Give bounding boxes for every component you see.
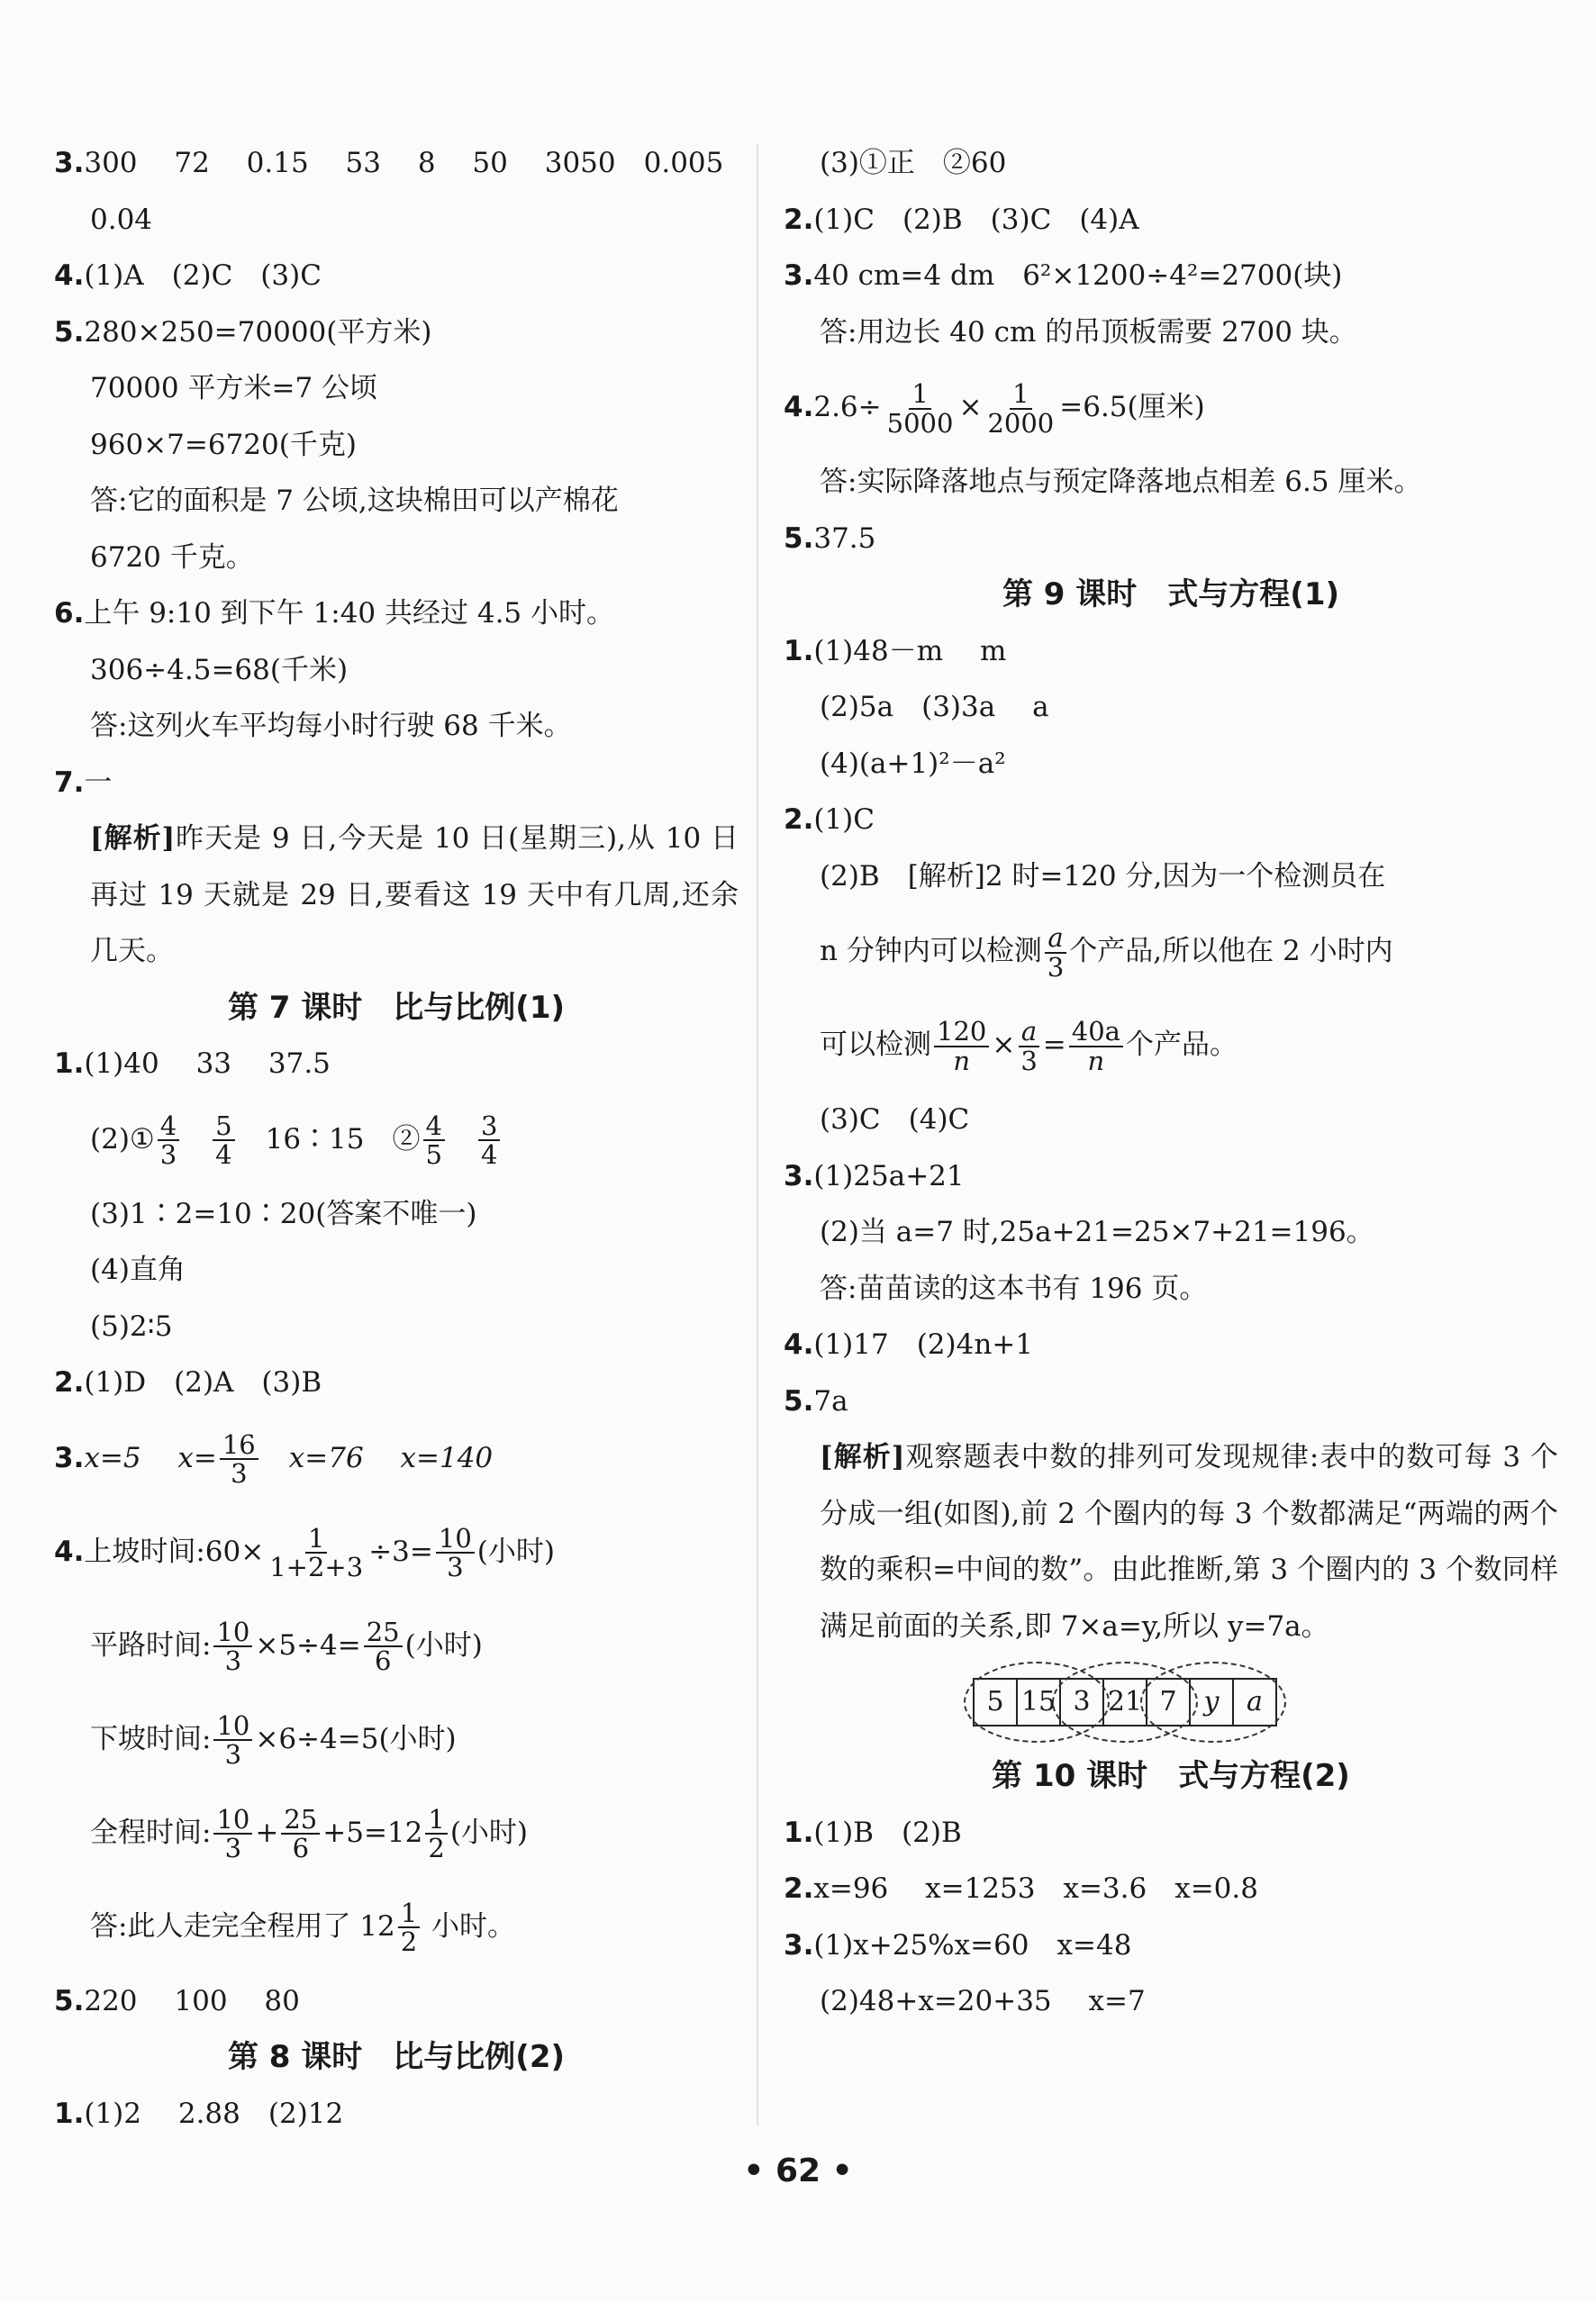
- item-number: 6.: [54, 597, 85, 630]
- answer-text: 6720 千克。: [90, 540, 254, 574]
- column-divider: [757, 144, 758, 2125]
- answer-line: [54, 1355, 739, 1411]
- answer-text: 上午 9:10 到下午 1:40 共经过 4.5 小时。: [84, 597, 615, 630]
- answer-line: [54, 1692, 739, 1786]
- answer-line: [784, 998, 1558, 1092]
- answer-line: [54, 360, 739, 417]
- answer-line: [54, 473, 739, 530]
- answer-text: (1)48－m m: [813, 634, 1007, 667]
- answer-line: [54, 2086, 739, 2143]
- fraction: $\frac{25}{6}$: [281, 1806, 320, 1862]
- answer-text: (2)①: [90, 1122, 155, 1156]
- item-number: 3.: [784, 1928, 814, 1962]
- item-number: 3.: [54, 147, 85, 179]
- answer-text: (1)A (2)C (3)C: [84, 259, 322, 292]
- answer-text: ×: [992, 1029, 1016, 1061]
- answer-line: [54, 1786, 739, 1880]
- item-number: 4.: [54, 1535, 85, 1568]
- answer-text: ÷3=: [368, 1535, 433, 1568]
- answer-text: 16∶15 ②: [265, 1122, 421, 1156]
- fraction: $\frac{25}{6}$: [364, 1618, 403, 1675]
- answer-line: [54, 1299, 739, 1355]
- item-number: 1.: [54, 2097, 85, 2130]
- answer-text: (2)B [解析]2 时=120 分,因为一个检测员在: [820, 859, 1386, 893]
- answer-line: [784, 1973, 1558, 2030]
- item-number: 1.: [54, 1047, 85, 1080]
- answer-text: (1)D (2)A (3)B: [84, 1366, 322, 1399]
- answer-line: [54, 1505, 739, 1599]
- answer-text: 个产品,所以他在 2 小时内: [1069, 935, 1393, 967]
- answer-text: (1)C (2)B (3)C (4)A: [813, 203, 1139, 236]
- answer-text: =: [1042, 1029, 1066, 1061]
- number-cell: y: [1191, 1680, 1234, 1725]
- fraction: $\frac{40a}{n}$: [1069, 1018, 1123, 1074]
- fraction: $\frac{a}{3}$: [1018, 1018, 1039, 1074]
- answer-text: (3)C (4)C: [820, 1103, 970, 1136]
- answer-line: [54, 417, 739, 474]
- answer-text: (1)C: [813, 803, 875, 836]
- answer-line: [54, 755, 739, 811]
- item-number: 1.: [784, 1816, 814, 1849]
- answer-line: [784, 1317, 1558, 1373]
- answer-text: 答:这列火车平均每小时行驶 68 千米。: [90, 710, 572, 742]
- answer-text: (1)25a+21: [813, 1159, 965, 1192]
- fraction: $\frac{1}{1+2+3}$: [269, 1522, 364, 1582]
- answer-line: [784, 511, 1558, 567]
- answer-text: n 分钟内可以检测: [820, 935, 1042, 967]
- right-column: [784, 135, 1558, 2030]
- item-number: 5.: [784, 521, 814, 555]
- item-number: 2.: [784, 1872, 814, 1905]
- answer-text: 960×7=6720(千克): [90, 428, 357, 461]
- number-cell: a: [1247, 1686, 1263, 1717]
- item-number: 2.: [784, 203, 814, 236]
- answer-line: [54, 248, 739, 304]
- answer-line: [54, 192, 739, 249]
- answer-line: [54, 1092, 739, 1186]
- answer-text: 40 cm=4 dm 6²×1200÷4²=2700(块): [813, 259, 1343, 292]
- fraction: $\frac{3}{4}$: [478, 1112, 500, 1169]
- answer-text: (1)2 2.88 (2)12: [84, 2097, 344, 2130]
- item-number: 4.: [784, 391, 814, 423]
- answer-line: [54, 1036, 739, 1092]
- answer-text: 上坡时间:60×: [84, 1535, 265, 1568]
- answer-text: (4)直角: [90, 1254, 186, 1286]
- explanation-text: 昨天是 9 日,今天是 10 日(星期三),从 10 日再过 19 天就是 29 日,要看这 19 天中有几周,还余几天。: [90, 822, 739, 967]
- page-number: • 62 •: [743, 2152, 853, 2189]
- answer-text: 个产品。: [1125, 1029, 1238, 1061]
- fraction: $\frac{5}{4}$: [213, 1112, 234, 1169]
- answer-line: [54, 135, 739, 192]
- answer-text: 7a: [813, 1384, 848, 1418]
- item-number: 4.: [54, 259, 85, 292]
- explanation-label: [解析]: [90, 822, 176, 855]
- left-column: [54, 135, 739, 2142]
- number-cell: 5: [975, 1680, 1018, 1725]
- answer-text: (4)(a+1)²－a²: [820, 747, 1006, 780]
- fraction: $\frac{4}{3}$: [158, 1112, 179, 1169]
- answer-line: [784, 623, 1558, 680]
- number-cell: 21: [1104, 1680, 1147, 1725]
- explanation-block: [54, 811, 739, 980]
- answer-line: [784, 360, 1558, 454]
- answer-text: ×6÷4=5(小时): [255, 1722, 457, 1755]
- number-cell: 15: [1018, 1680, 1061, 1725]
- answer-text: 答:苗苗读的这本书有 196 页。: [820, 1272, 1208, 1305]
- explanation-label: [解析]: [820, 1441, 905, 1473]
- fraction: $\frac{1}{2}$: [398, 1899, 420, 1956]
- item-number: 5.: [54, 1984, 85, 2017]
- item-number: 5.: [54, 315, 85, 349]
- number-grouping-figure: [784, 1654, 1558, 1748]
- answer-text: (3)①正 ②60: [820, 147, 1007, 179]
- answer-line: [54, 585, 739, 642]
- answer-text: 2.6÷: [813, 391, 882, 423]
- answer-line: [54, 1880, 739, 1973]
- answer-line: [784, 304, 1558, 361]
- answer-text: x=96 x=1253 x=3.6 x=0.8: [813, 1872, 1258, 1905]
- fraction: $\frac{16}{3}$: [220, 1431, 258, 1488]
- answer-line: [784, 1261, 1558, 1318]
- answer-text: x=5 x=: [84, 1441, 217, 1474]
- fraction: $\frac{120}{n}$: [934, 1018, 989, 1074]
- answer-text: 220 100 80: [84, 1984, 300, 2017]
- item-number: 1.: [784, 634, 814, 667]
- lesson-heading: 第 7 课时 比与比例(1): [227, 989, 566, 1026]
- answer-line: [54, 1973, 739, 2030]
- lesson-heading: 第 10 课时 式与方程(2): [992, 1758, 1350, 1794]
- item-number: 5.: [784, 1384, 814, 1418]
- item-number: 4.: [784, 1328, 814, 1361]
- item-number: 3.: [784, 259, 814, 292]
- answer-line: [784, 248, 1558, 304]
- answer-text: +: [255, 1816, 279, 1849]
- answer-text: 小时。: [422, 1909, 516, 1943]
- answer-text: 一: [84, 766, 113, 799]
- answer-line: [54, 698, 739, 755]
- answer-text: ×: [958, 391, 983, 423]
- item-number: 3.: [784, 1159, 814, 1192]
- answer-text: 下坡时间:: [90, 1722, 212, 1755]
- fraction: $\frac{10}{3}$: [213, 1618, 252, 1675]
- answer-text: 平路时间:: [90, 1628, 212, 1662]
- answer-text: 可以检测: [820, 1029, 931, 1061]
- number-cell: 7: [1147, 1680, 1191, 1725]
- answer-text: 0.04: [90, 203, 153, 236]
- explanation-text: 观察题表中数的排列可发现规律:表中的数可每 3 个分成一组(如图),前 2 个圈内的每 3 个数都满足“两端的两个数的乘积=中间的数”。由此推断,第 3 个圈内的 3 个数同样满足前面的关系,即 7×a=y,所以 y=7a。: [820, 1441, 1558, 1643]
- answer-line: [784, 1805, 1558, 1862]
- answer-text: (5)2∶5: [90, 1310, 173, 1343]
- answer-text: 全程时间:: [90, 1816, 212, 1849]
- answer-text: (2)5a (3)3a a: [820, 691, 1049, 723]
- fraction: $\frac{10}{3}$: [436, 1525, 475, 1581]
- fraction: $\frac{10}{3}$: [213, 1806, 252, 1862]
- answer-text: 70000 平方米=7 公顷: [90, 372, 378, 404]
- item-number: 2.: [54, 1366, 85, 1399]
- answer-text: 306÷4.5=68(千米): [90, 653, 349, 686]
- fraction: $\frac{1}{5000}$: [886, 378, 954, 439]
- answer-text: 答:实际降落地点与预定降落地点相差 6.5 厘米。: [820, 466, 1422, 498]
- group-ellipse: [1140, 1662, 1286, 1743]
- lesson-heading: 第 9 课时 式与方程(1): [1002, 576, 1340, 612]
- number-cell: 3: [1061, 1680, 1104, 1725]
- answer-text: =6.5(厘米): [1059, 391, 1205, 423]
- answer-text: 答:此人走完全程用了 12: [90, 1909, 395, 1943]
- lesson-heading: 第 8 课时 比与比例(2): [227, 2039, 566, 2075]
- fraction: $\frac{a}{3}$: [1045, 924, 1066, 981]
- answer-line: [784, 1917, 1558, 1974]
- answer-text: +5=12: [322, 1816, 423, 1849]
- answer-line: [784, 848, 1558, 905]
- answer-line: [784, 192, 1558, 249]
- answer-text: x=76 x=140: [260, 1441, 494, 1474]
- answer-line: [784, 736, 1558, 793]
- answer-text: (小时): [449, 1816, 529, 1849]
- answer-text: 300 72 0.15 53 8 50 3050 0.005: [84, 147, 724, 179]
- answer-line: [784, 135, 1558, 192]
- answer-line: [54, 1186, 739, 1243]
- answer-text: (1)40 33 37.5: [84, 1047, 331, 1080]
- answer-line: [784, 1204, 1558, 1261]
- fraction: $\frac{4}{5}$: [423, 1112, 445, 1169]
- answer-line: [784, 679, 1558, 736]
- answer-line: [54, 1411, 739, 1505]
- answer-text: (1)B (2)B: [813, 1816, 962, 1849]
- answer-line: [784, 904, 1558, 998]
- answer-line: [784, 1373, 1558, 1430]
- answer-line: [784, 1092, 1558, 1148]
- fraction: $\frac{1}{2000}$: [987, 378, 1055, 439]
- item-number: 3.: [54, 1441, 85, 1474]
- fraction: $\frac{1}{2}$: [425, 1806, 447, 1862]
- answer-line: [54, 642, 739, 699]
- explanation-block: [784, 1429, 1558, 1654]
- answer-text: (小时): [476, 1535, 555, 1568]
- fraction: $\frac{10}{3}$: [213, 1712, 252, 1769]
- answer-text: (2)当 a=7 时,25a+21=25×7+21=196。: [820, 1216, 1374, 1248]
- answer-line: [54, 1242, 739, 1299]
- answer-line: [54, 1599, 739, 1692]
- item-number: 7.: [54, 766, 85, 799]
- answer-text: ×5÷4=: [255, 1628, 361, 1662]
- answer-line: [54, 304, 739, 361]
- answer-text: 280×250=70000(平方米): [84, 315, 432, 349]
- item-number: 2.: [784, 803, 814, 836]
- answer-text: 答:用边长 40 cm 的吊顶板需要 2700 块。: [820, 315, 1357, 349]
- answer-text: (2)48+x=20+35 x=7: [820, 1985, 1146, 2017]
- answer-line: [54, 530, 739, 586]
- answer-text: 答:它的面积是 7 公顷,这块棉田可以产棉花: [90, 485, 619, 517]
- answer-line: [784, 1861, 1558, 1917]
- answer-line: [784, 454, 1558, 511]
- answer-line: [784, 792, 1558, 848]
- answer-text: 37.5: [813, 521, 876, 555]
- answer-line: [784, 1148, 1558, 1205]
- answer-text: (小时): [404, 1628, 483, 1662]
- answer-text: (1)17 (2)4n+1: [813, 1328, 1034, 1361]
- answer-text: (1)x+25%x=60 x=48: [813, 1928, 1132, 1962]
- answer-text: (3)1∶2=10∶20(答案不唯一): [90, 1197, 477, 1230]
